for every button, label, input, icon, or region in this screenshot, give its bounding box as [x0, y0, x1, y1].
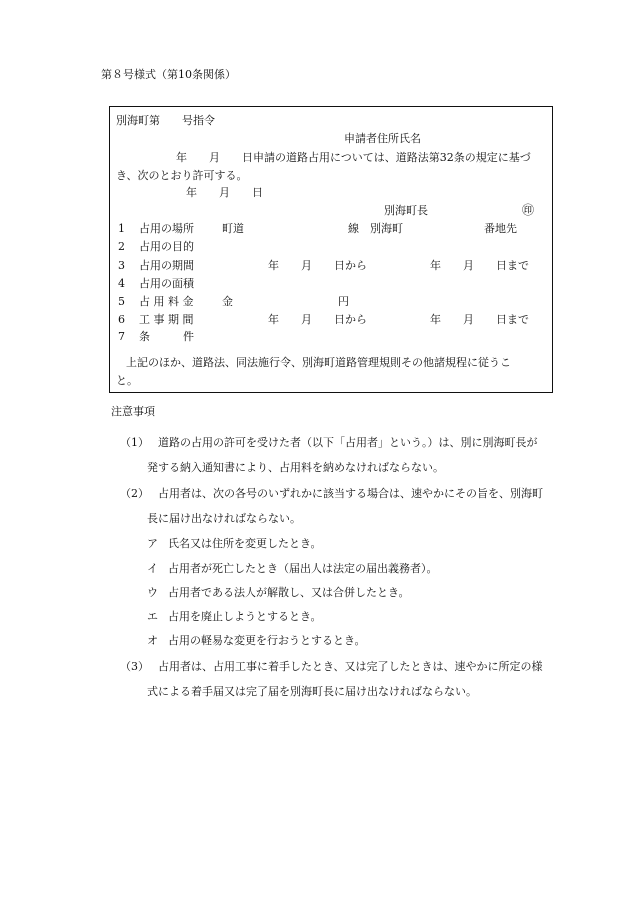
sub-item-key: ウ: [147, 586, 158, 599]
fee-prefix: 金: [222, 295, 233, 308]
item-label: 工 事 期 間: [139, 313, 194, 326]
seal-mark: ㊞: [522, 203, 535, 217]
sub-item-key: ア: [147, 537, 158, 550]
note-3-line-1: 占用者は、占用工事に着手したとき、又は完了したときは、速やかに所定の様: [158, 660, 543, 673]
note-3-line-2: 式による着手届又は完了届を別海町長に届け出なければならない。: [147, 685, 477, 698]
sub-item-key: エ: [147, 610, 158, 623]
item-number: 7: [118, 330, 125, 343]
period-from: 年 月 日から: [268, 259, 367, 272]
item-number: 1: [118, 222, 125, 235]
note-number: （1）: [120, 436, 149, 449]
item-label: 占 用 料 金: [139, 295, 194, 308]
period-to: 年 月 日まで: [430, 259, 529, 272]
permit-body-line-2: き、次のとおり許可する。: [116, 169, 248, 182]
form-number: 第８号様式（第10条関係）: [101, 68, 236, 81]
applicant-label: 申請者住所氏名: [344, 132, 421, 145]
sub-item-key: オ: [147, 634, 158, 647]
note-2-line-1: 占用者は、次の各号のいずれかに該当する場合は、速やかにその旨を、別海町: [158, 487, 543, 500]
sub-item-text: 占用の軽易な変更を行おうとするとき。: [168, 634, 366, 647]
note-number: （3）: [120, 660, 149, 673]
note-2-line-2: 長に届け出なければならない。: [147, 512, 301, 525]
note-1-line-2: 発する納入通知書により、占用料を納めなければならない。: [147, 461, 444, 474]
work-from: 年 月 日から: [268, 313, 367, 326]
permit-footer-line-1: 上記のほか、道路法、同法施行令、別海町道路管理規則その他諸規程に従うこ: [126, 356, 511, 369]
item-label: 占用の期間: [139, 259, 194, 272]
permit-body-line-1: 年 月 日申請の道路占用については、道路法第32条の規定に基づ: [176, 151, 531, 164]
item-label: 条 件: [139, 330, 194, 343]
place-lot: 番地先: [484, 222, 517, 235]
item-number: 2: [118, 240, 125, 253]
fee-unit: 円: [338, 295, 349, 308]
note-1-line-1: 道路の占用の許可を受けた者（以下「占用者」という。）は、別に別海町長が: [158, 436, 538, 449]
notes-title: 注意事項: [111, 405, 155, 418]
item-number: 4: [118, 277, 125, 290]
sub-item-text: 氏名又は住所を変更したとき。: [168, 537, 322, 550]
place-road-type: 町道: [222, 222, 244, 235]
sub-item-text: 占用者である法人が解散し、又は合併したとき。: [168, 586, 410, 599]
item-label: 占用の場所: [139, 222, 194, 235]
item-number: 6: [118, 313, 125, 326]
item-label: 占用の面積: [139, 277, 194, 290]
item-number: 5: [118, 295, 125, 308]
place-line-town: 線 別海町: [348, 222, 403, 235]
sub-item-text: 占用者が死亡したとき（届出人は法定の届出義務者）。: [168, 562, 438, 575]
sub-item-text: 占用を廃止しようとするとき。: [168, 610, 322, 623]
item-label: 占用の目的: [139, 240, 194, 253]
permit-date: 年 月 日: [186, 186, 263, 199]
permit-designation: 別海町第 号指令: [116, 114, 215, 127]
sub-item-key: イ: [147, 562, 158, 575]
permit-footer-line-2: と。: [116, 374, 138, 387]
item-number: 3: [118, 259, 125, 272]
mayor-label: 別海町長: [384, 204, 428, 217]
note-number: （2）: [120, 487, 149, 500]
work-to: 年 月 日まで: [430, 313, 529, 326]
